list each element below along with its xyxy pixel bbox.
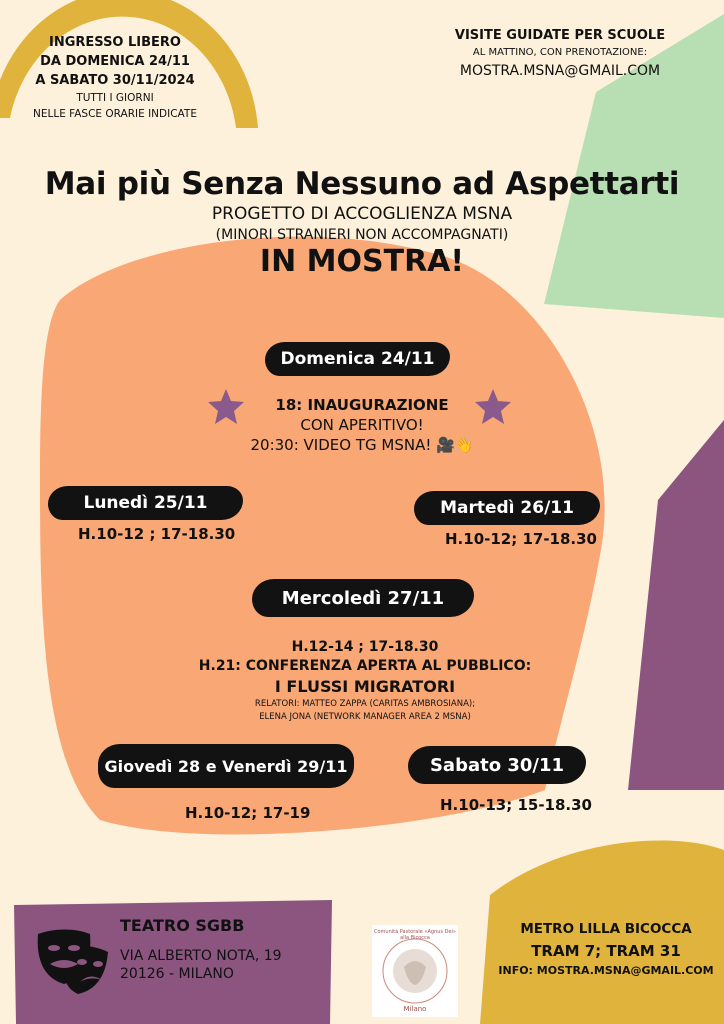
mercoledi-details	[160, 638, 570, 724]
transport-info	[494, 918, 718, 980]
video-text: 20:30: VIDEO TG MSNA! 🎥👋	[250, 436, 474, 454]
day-pill-lunedi: Lunedì 25/11	[48, 486, 243, 520]
entry-line2: DA DOMENICA 24/11	[40, 54, 190, 69]
conference-title: I FLUSSI MIGRATORI	[274, 677, 456, 696]
entry-info	[20, 33, 210, 122]
aperitivo-text: CON APERITIVO!	[300, 416, 424, 434]
day-pill-giovedi-venerdi: Giovedì 28 e Venerdì 29/11	[98, 744, 354, 788]
header	[10, 164, 714, 279]
venue-name: TEATRO SGBB	[120, 916, 245, 935]
logo-text: Comunità Pastorale «Agnus Dei» alla Bicocca	[374, 929, 456, 941]
day-pill-martedi: Martedì 26/11	[414, 491, 600, 525]
entry-line5: NELLE FASCE ORARIE INDICATE	[33, 108, 197, 120]
lunedi-hours: H.10-12 ; 17-18.30	[78, 525, 236, 543]
day-pill-domenica: Domenica 24/11	[265, 342, 450, 376]
inauguration-text: 18: INAUGURAZIONE	[275, 396, 449, 414]
logo-city: Milano	[403, 1005, 427, 1013]
metro-text: METRO LILLA BICOCCA	[520, 921, 692, 937]
info-email: INFO: MOSTRA.MSNA@GMAIL.COM	[498, 964, 714, 977]
entry-line3: A SABATO 30/11/2024	[35, 73, 195, 88]
exhibition-title: IN MOSTRA!	[259, 244, 465, 279]
conference-text: H.21: CONFERENZA APERTA AL PUBBLICO:	[198, 658, 532, 674]
day-pill-mercoledi: Mercoledì 27/11	[252, 579, 474, 617]
domenica-details	[222, 395, 502, 455]
entry-line1: INGRESSO LIBERO	[49, 35, 181, 50]
venue-address2: 20126 - MILANO	[120, 966, 234, 982]
day-pill-sabato: Sabato 30/11	[408, 746, 586, 784]
page-title: Mai più Senza Nessuno ad Aspettarti	[44, 166, 680, 202]
speakers-line1: RELATORI: MATTEO ZAPPA (CARITAS AMBROSIANA);	[254, 699, 476, 709]
school-visits-title: VISITE GUIDATE PER SCUOLE	[454, 28, 666, 43]
school-visits-subtitle: AL MATTINO, CON PRENOTAZIONE:	[472, 47, 648, 58]
entry-line4: TUTTI I GIORNI	[76, 92, 154, 104]
parish-logo	[372, 925, 458, 1017]
project-subtitle: PROGETTO DI ACCOGLIENZA MSNA	[211, 204, 513, 224]
project-acronym: (MINORI STRANIERI NON ACCOMPAGNATI)	[215, 227, 509, 243]
giovedi-hours: H.10-12; 17-19	[185, 804, 311, 822]
tram-text: TRAM 7; TRAM 31	[531, 942, 681, 960]
mercoledi-hours: H.12-14 ; 17-18.30	[291, 639, 439, 655]
venue-address1: VIA ALBERTO NOTA, 19	[120, 948, 282, 964]
martedi-hours: H.10-12; 17-18.30	[445, 530, 597, 548]
school-visits-email: MOSTRA.MSNA@GMAIL.COM	[459, 63, 661, 79]
school-visits	[440, 27, 680, 81]
venue-info	[120, 915, 325, 983]
speakers-line2: ELENA JONA (NETWORK MANAGER AREA 2 MSNA)	[259, 712, 471, 722]
purple-shape	[628, 420, 724, 790]
sabato-hours: H.10-13; 15-18.30	[440, 796, 592, 814]
